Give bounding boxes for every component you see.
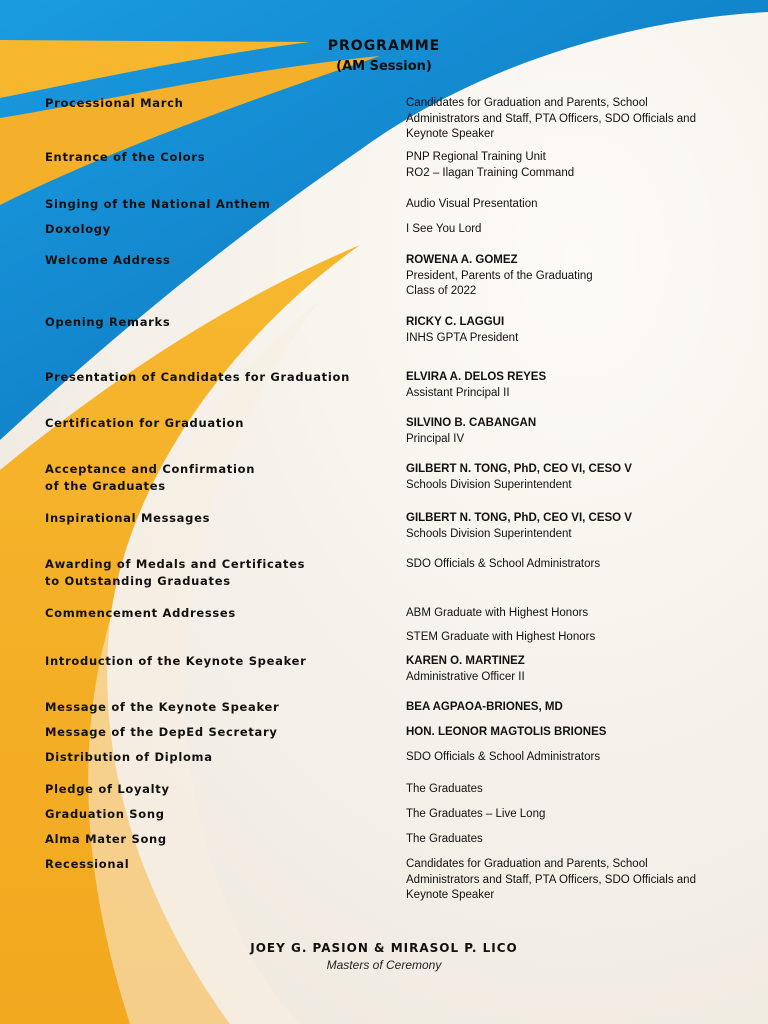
participant-line: RICKY C. LAGGUI [406,316,505,328]
participant-line: The Graduates [406,783,483,795]
programme-part [45,461,390,495]
programme-part [45,699,390,716]
programme-participant [406,750,746,766]
programme-participant [406,725,746,741]
participant-line: President, Parents of the Graduating [406,269,593,282]
programme-part-line: Acceptance and Confirmation [45,462,256,476]
participant-line: Audio Visual Presentation [406,198,538,210]
programme-participant [406,315,746,346]
programme-participant [406,557,746,573]
participant-line: KAREN O. MARTINEZ [406,655,525,667]
programme-part-line: Message of the DepEd Secretary [45,725,278,739]
programme-participant [406,782,746,798]
participant-line: Administrators and Staff, PTA Officers, SDO Officials and [406,112,696,125]
participant-line: I See You Lord [406,223,482,235]
programme-part-line: Processional March [45,96,184,110]
programme-title: PROGRAMME [327,38,441,54]
programme-part-line: Inspirational Messages [45,511,211,525]
programme-part-line: Entrance of the Colors [45,150,206,164]
programme-participant [406,700,746,716]
programme-participant [406,606,746,622]
programme-participant [406,197,746,213]
programme-participant [406,832,746,848]
programme-part [45,196,390,213]
programme-part-line: Introduction of the Keynote Speaker [45,654,307,668]
programme-part [45,856,390,873]
programme-part-line: Welcome Address [45,253,171,267]
programme-participant [406,416,746,447]
participant-line: RO2 – Ilagan Training Command [406,166,575,179]
programme-participant [406,222,746,238]
participant-line: Principal IV [406,432,465,445]
participant-line: ABM Graduate with Highest Honors [406,607,589,619]
programme-part-line: Recessional [45,857,130,871]
programme-participant [406,654,746,685]
programme-part-line: Singing of the National Anthem [45,197,271,211]
participant-line: Keynote Speaker [406,128,495,140]
programme-part [45,510,390,527]
participant-line: Keynote Speaker [406,889,495,901]
programme-participant [406,253,746,300]
participant-line: Assistant Principal II [406,386,510,399]
programme-part [45,605,390,622]
participant-line: SDO Officials & School Administrators [406,751,601,763]
participant-line: INHS GPTA President [406,331,519,344]
participant-line: Class of 2022 [406,285,477,297]
programme-part-line: Awarding of Medals and Certificates [45,557,306,571]
session-subtitle: (AM Session) [336,59,432,74]
participant-line: PNP Regional Training Unit [406,151,546,163]
masters-of-ceremony-names: JOEY G. PASION & MIRASOL P. LICO [250,941,518,955]
participant-line: HON. LEONOR MAGTOLIS BRIONES [406,726,607,738]
programme-part [45,415,390,432]
programme-part [45,749,390,766]
programme-part [45,369,390,386]
participant-line: ROWENA A. GOMEZ [406,254,518,266]
participant-line: GILBERT N. TONG, PhD, CEO VI, CESO V [406,463,632,475]
programme-participant [406,370,746,401]
programme-part-line: Distribution of Diploma [45,750,213,764]
programme-part-line: to Outstanding Graduates [45,574,231,588]
programme-part-line: Alma Mater Song [45,832,167,846]
programme-part [45,252,390,269]
programme-part-line: Opening Remarks [45,315,171,329]
participant-line: The Graduates – Live Long [406,808,546,820]
participant-line: ELVIRA A. DELOS REYES [406,371,547,383]
programme-part [45,149,390,166]
programme-part-line: Pledge of Loyalty [45,782,170,796]
programme-participant [406,150,746,181]
programme-part-line: Graduation Song [45,807,165,821]
participant-line: SDO Officials & School Administrators [406,558,601,570]
participant-line: Candidates for Graduation and Parents, School [406,97,648,109]
programme-part-line: of the Graduates [45,479,166,493]
participant-line: GILBERT N. TONG, PhD, CEO VI, CESO V [406,512,632,524]
participant-line: STEM Graduate with Highest Honors [406,631,596,643]
programme-participant [406,857,746,904]
programme-part [45,653,390,670]
programme-participant [406,462,746,493]
participant-line: Candidates for Graduation and Parents, School [406,858,648,870]
programme-part [45,831,390,848]
programme-part [45,95,390,112]
participant-line: Administrative Officer II [406,670,525,683]
programme-part-line: Presentation of Candidates for Graduation [45,370,350,384]
programme-participant [406,511,746,542]
programme-participant [406,96,746,143]
programme-part [45,724,390,741]
programme-part [45,221,390,238]
programme-participant [406,807,746,823]
participant-line: BEA AGPAOA-BRIONES, MD [406,701,563,713]
programme-part-line: Certification for Graduation [45,416,245,430]
programme-part-line: Commencement Addresses [45,606,236,620]
programme-part [45,556,390,590]
participant-line: The Graduates [406,833,483,845]
programme-part [45,314,390,331]
programme-part-line: Message of the Keynote Speaker [45,700,280,714]
programme-part-line: Doxology [45,222,111,236]
participant-line: Administrators and Staff, PTA Officers, SDO Officials and [406,873,696,886]
participant-line: Schools Division Superintendent [406,527,572,540]
participant-line: SILVINO B. CABANGAN [406,417,537,429]
programme-part [45,781,390,798]
masters-of-ceremony-role: Masters of Ceremony [326,958,442,972]
programme-part [45,806,390,823]
participant-line: Schools Division Superintendent [406,478,572,491]
programme-participant [406,630,746,646]
